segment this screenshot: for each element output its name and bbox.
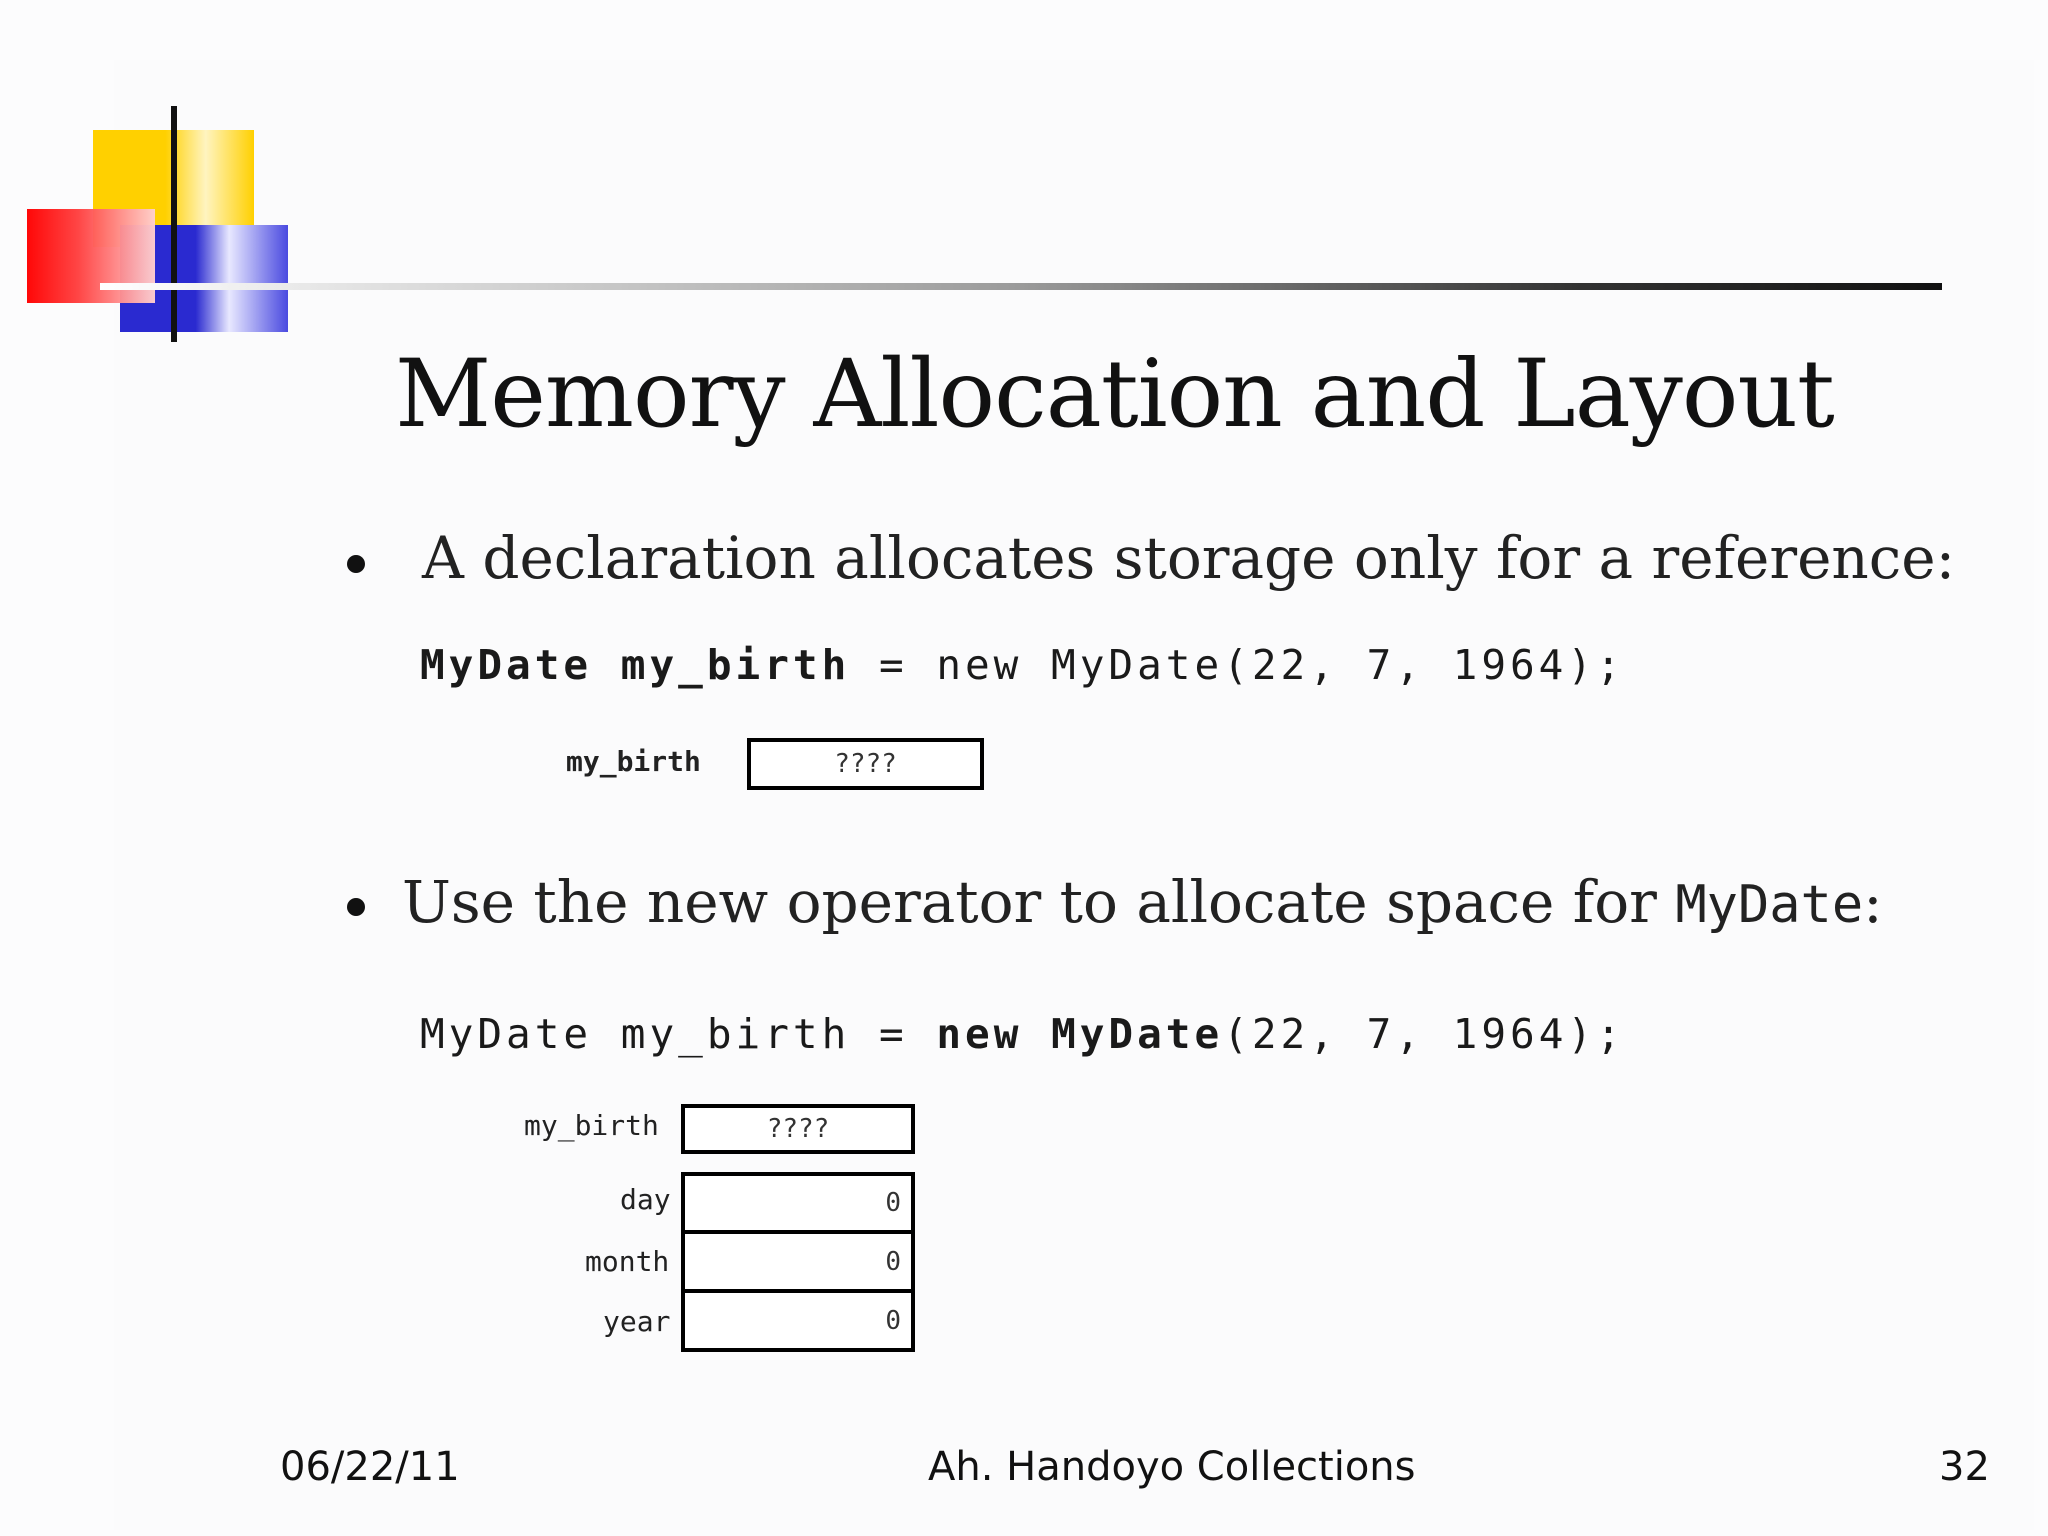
- field-box-month: [681, 1230, 915, 1293]
- footer-date: 06/22/11: [280, 1444, 460, 1490]
- ref-label-1: my_birth: [566, 745, 701, 778]
- bullet-1-text: A declaration allocates storage only for a reference:: [422, 524, 1956, 592]
- ref-value-2: ????: [766, 1114, 830, 1144]
- slide-background: [114, 60, 2034, 1530]
- bullet-2-text-post: :: [1863, 868, 1883, 936]
- field-label-month: month: [585, 1245, 670, 1278]
- field-label-year: year: [603, 1305, 671, 1338]
- field-box-day: [681, 1172, 915, 1234]
- bullet-2-text-new: new: [646, 868, 769, 936]
- bullet-2-code-decl: MyDate my_birth =: [420, 1010, 937, 1058]
- field-box-year: [681, 1289, 915, 1352]
- bullet-1-dot: [347, 555, 365, 573]
- ref-label-2: my_birth: [524, 1109, 659, 1142]
- footer-author: Ah. Handoyo Collections: [928, 1444, 1416, 1490]
- ref-value-1: ????: [834, 749, 897, 779]
- bullet-2-code: [420, 1010, 1625, 1058]
- field-value-year: 0: [885, 1305, 901, 1336]
- field-label-day: day: [620, 1183, 671, 1216]
- field-value-day: 0: [885, 1188, 901, 1218]
- bullet-2-dot: [347, 898, 365, 916]
- bullet-2-code-new: new MyDate: [936, 1010, 1224, 1058]
- ref-box-1: [747, 738, 984, 790]
- field-value-month: 0: [885, 1246, 901, 1277]
- bullet-2-text-class: MyDate: [1675, 875, 1864, 935]
- slide-title: Memory Allocation and Layout: [395, 340, 1834, 449]
- logo-vertical-bar: [171, 106, 177, 342]
- title-divider-line: [100, 283, 1942, 290]
- bullet-2-code-rest: (22, 7, 1964);: [1223, 1010, 1625, 1058]
- bullet-1-code-rest: = new MyDate(22, 7, 1964);: [850, 641, 1625, 689]
- bullet-1-code: [420, 641, 1625, 689]
- ref-box-2: [681, 1104, 915, 1154]
- footer-page-number: 32: [1939, 1444, 1990, 1490]
- bullet-2-text-mid: operator to allocate space for: [768, 868, 1676, 936]
- bullet-2-text: [402, 868, 1883, 936]
- bullet-1-code-decl: MyDate my_birth: [420, 641, 851, 689]
- bullet-2-text-pre: Use the: [402, 868, 647, 936]
